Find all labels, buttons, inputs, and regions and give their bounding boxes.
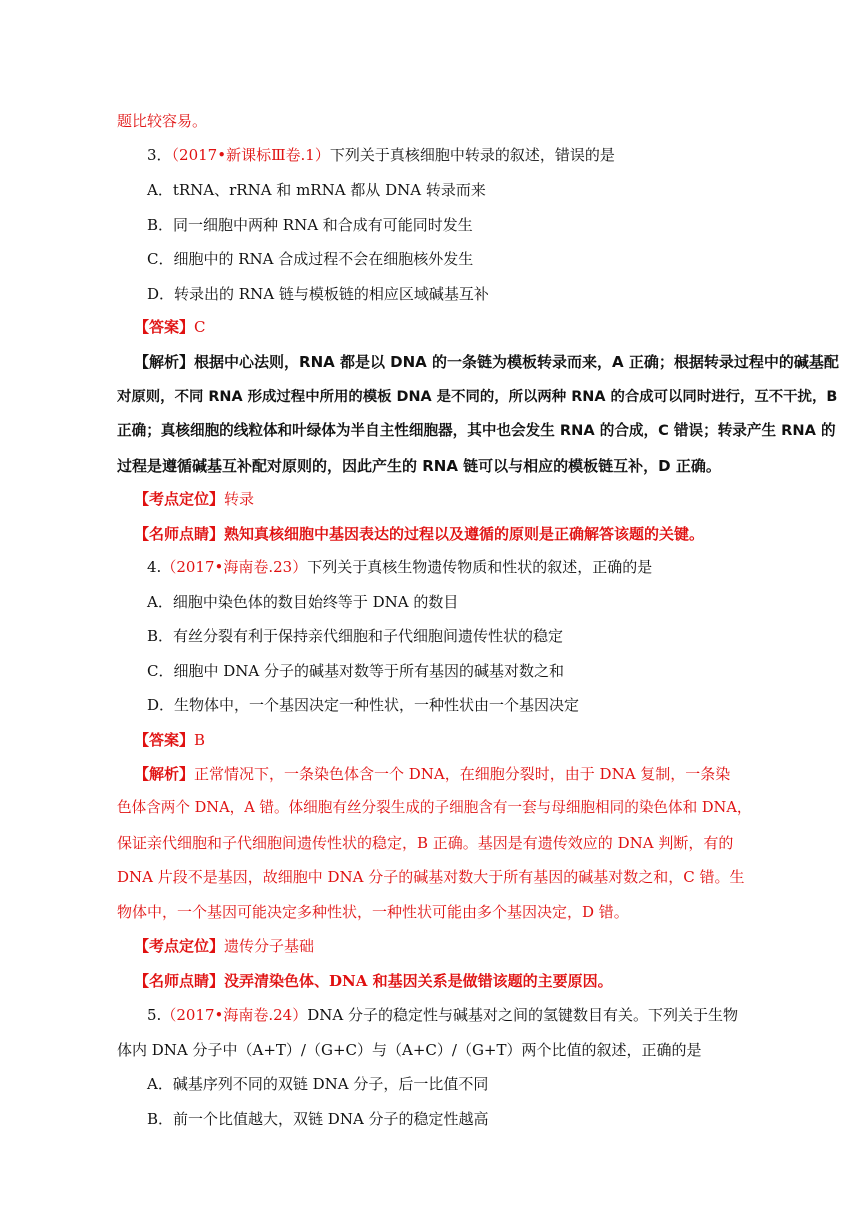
answer-value: B <box>194 731 206 749</box>
question-number: 4. <box>147 558 162 576</box>
question-number: 3． <box>147 146 172 164</box>
key-point-value: 转录 <box>224 490 255 508</box>
question-5-stem <box>147 1005 738 1025</box>
teacher-tip: 【名师点睛】熟知真核细胞中基因表达的过程以及遵循的原则是正确解答该题的关键。 <box>134 525 705 543</box>
question-text: 下列关于真核细胞中转录的叙述，错误的是 <box>329 146 615 164</box>
analysis-line-3: 保证亲代细胞和子代细胞间遗传性状的稳定，B 正确。基因是有遗传效应的 DNA 判断，有的 <box>117 834 734 852</box>
answer-value: C <box>194 318 206 336</box>
question-text: 下列关于真核生物遗传物质和性状的叙述，正确的是 <box>307 558 653 576</box>
analysis-line-3: 正确；真核细胞的线粒体和叶绿体为半自主性细胞器，其中也会发生 RNA 的合成，C 错误；转录产生 RNA 的 <box>117 422 836 439</box>
option-c: C．细胞中 DNA 分子的碱基对数等于所有基因的碱基对数之和 <box>147 662 564 680</box>
text: 题比较容易。 <box>117 112 208 130</box>
question-source: （2017•新课标Ⅲ卷.1） <box>171 146 330 164</box>
question-text: DNA 分子的稳定性与碱基对之间的氢键数目有关。下列关于生物 <box>307 1006 738 1024</box>
option-c: C．细胞中的 RNA 合成过程不会在细胞核外发生 <box>147 250 474 268</box>
teacher-tip: 【名师点睛】没弄清染色体、DNA 和基因关系是做错该题的主要原因。 <box>134 972 613 990</box>
question-4-stem <box>147 557 652 577</box>
key-point-tag: 【考点定位】 <box>134 490 225 508</box>
question-3-stem <box>147 145 615 165</box>
analysis-tag: 【解析】 <box>134 353 195 371</box>
analysis-line-1 <box>134 352 839 372</box>
question-number: 5. <box>147 1006 162 1024</box>
key-point-line <box>134 936 314 956</box>
option-a: A．细胞中染色体的数目始终等于 DNA 的数目 <box>147 593 459 611</box>
option-b: B．有丝分裂有利于保持亲代细胞和子代细胞间遗传性状的稳定 <box>147 627 564 645</box>
answer-tag: 【答案】 <box>134 731 195 749</box>
option-b: B．前一个比值越大，双链 DNA 分子的稳定性越高 <box>147 1110 489 1128</box>
paragraph-tail <box>117 111 207 131</box>
option-d: D．生物体中，一个基因决定一种性状，一种性状由一个基因决定 <box>147 696 580 714</box>
key-point-line <box>134 489 254 509</box>
answer-line <box>134 730 205 750</box>
analysis-line-1 <box>134 764 730 784</box>
option-a: A．碱基序列不同的双链 DNA 分子，后一比值不同 <box>147 1075 489 1093</box>
analysis-line-2: 色体含两个 DNA，A 错。体细胞有丝分裂生成的子细胞含有一套与母细胞相同的染色体和 DNA， <box>117 799 752 816</box>
question-5-stem-cont: 体内 DNA 分子中（A+T）/（G+C）与（A+C）/（G+T）两个比值的叙述，正确的是 <box>117 1041 702 1059</box>
analysis-text: 根据中心法则，RNA 都是以 DNA 的一条链为模板转录而来，A 正确；根据转录过程中的碱基配 <box>194 353 839 371</box>
analysis-text: 正常情况下，一条染色体含一个 DNA，在细胞分裂时，由于 DNA 复制，一条染 <box>194 765 731 783</box>
question-source: （2017•海南卷.23） <box>161 558 308 576</box>
key-point-tag: 【考点定位】 <box>134 937 225 955</box>
key-point-value: 遗传分子基础 <box>224 937 315 955</box>
analysis-line-4: DNA 片段不是基因，故细胞中 DNA 分子的碱基对数大于所有基因的碱基对数之和，C 错。生 <box>117 868 745 886</box>
option-d: D．转录出的 RNA 链与模板链的相应区域碱基互补 <box>147 285 489 303</box>
analysis-line-5: 物体中，一个基因可能决定多种性状，一种性状可能由多个基因决定，D 错。 <box>117 903 629 921</box>
analysis-line-2: 对原则，不同 RNA 形成过程中所用的模板 DNA 是不同的，所以两种 RNA 的合成可以同时进行，互不干扰，B <box>117 389 838 405</box>
analysis-tag: 【解析】 <box>134 765 195 783</box>
option-a: A．tRNA、rRNA 和 mRNA 都从 DNA 转录而来 <box>147 181 486 199</box>
answer-tag: 【答案】 <box>134 318 195 336</box>
question-source: （2017•海南卷.24） <box>161 1006 308 1024</box>
analysis-line-4: 过程是遵循碱基互补配对原则的，因此产生的 RNA 链可以与相应的模板链互补，D 正确。 <box>117 457 721 475</box>
option-b: B．同一细胞中两种 RNA 和合成有可能同时发生 <box>147 216 473 234</box>
answer-line <box>134 317 206 337</box>
